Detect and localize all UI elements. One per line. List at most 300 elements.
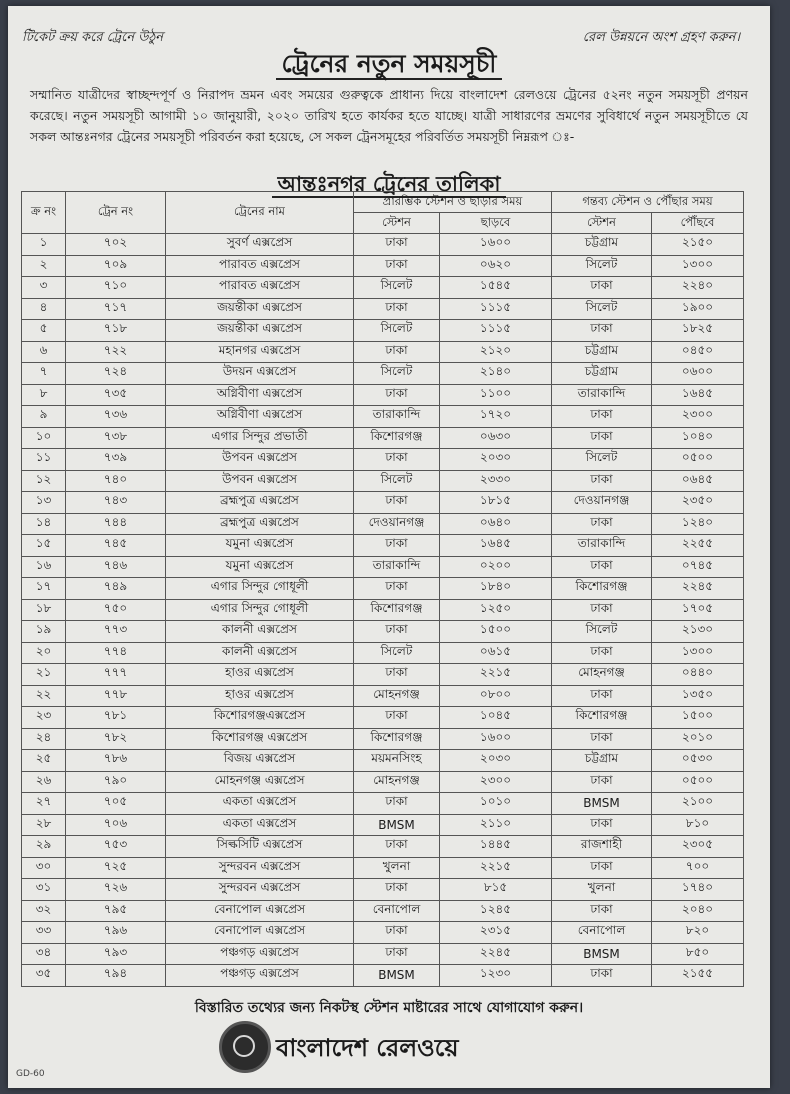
header-train-number: ট্রেন নং [66,192,166,234]
table-row [22,900,744,922]
train-number-cell: ৭৮৬ [66,750,166,772]
train-name-cell: পারাবত এক্সপ্রেস [166,255,354,277]
table-row [22,621,744,643]
table-row [22,341,744,363]
destination-station-cell: তারাকান্দি [552,535,652,557]
destination-station-cell: ঢাকা [552,814,652,836]
train-number-cell: ৭৪০ [66,470,166,492]
destination-station-cell: চট্টগ্রাম [552,234,652,256]
serial-cell: ২৯ [22,836,66,858]
arrive-time-cell: ২২৪৫ [652,578,744,600]
destination-station-cell: ঢাকা [552,900,652,922]
destination-station-cell: দেওয়ানগঞ্জ [552,492,652,514]
header-origin-station: স্টেশন [354,213,440,234]
train-name-cell: সিল্কসিটি এক্সপ্রেস [166,836,354,858]
train-number-cell: ৭৭৮ [66,685,166,707]
table-row [22,513,744,535]
serial-cell: ৩ [22,277,66,299]
arrive-time-cell: ১৩০০ [652,642,744,664]
origin-station-cell: কিশোরগঞ্জ [354,599,440,621]
depart-time-cell: ১২৩০ [440,965,552,987]
depart-time-cell: ২০৩০ [440,750,552,772]
serial-cell: ২২ [22,685,66,707]
train-name-cell: কিশোরগঞ্জএক্সপ্রেস [166,707,354,729]
origin-station-cell: দেওয়ানগঞ্জ [354,513,440,535]
train-name-cell: পঞ্চগড় এক্সপ্রেস [166,943,354,965]
table-row [22,879,744,901]
train-name-cell: এগার সিন্দুর গোধূলী [166,599,354,621]
train-name-cell: যমুনা এক্সপ্রেস [166,556,354,578]
destination-station-cell: সিলেট [552,621,652,643]
depart-time-cell: ১৬৪৫ [440,535,552,557]
destination-station-cell: ঢাকা [552,470,652,492]
origin-station-cell: ঢাকা [354,621,440,643]
origin-station-cell: ঢাকা [354,793,440,815]
serial-cell: ১৯ [22,621,66,643]
serial-cell: ১ [22,234,66,256]
depart-time-cell: ২২৪৫ [440,943,552,965]
train-number-cell: ৭৯০ [66,771,166,793]
origin-station-cell: তারাকান্দি [354,556,440,578]
arrive-time-cell: ১৩০০ [652,255,744,277]
arrive-time-cell: ১৬৪৫ [652,384,744,406]
origin-station-cell: ঢাকা [354,298,440,320]
train-name-cell: এগার সিন্দুর গোধূলী [166,578,354,600]
depart-time-cell: ২৩০০ [440,771,552,793]
train-name-cell: যমুনা এক্সপ্রেস [166,535,354,557]
destination-station-cell: ঢাকা [552,728,652,750]
contact-note: বিস্তারিত তথ্যের জন্য নিকটস্থ স্টেশন মাষ্টারের সাথে যোগাযোগ করুন। [194,1000,584,1016]
depart-time-cell: ১২৫০ [440,599,552,621]
destination-station-cell: BMSM [552,943,652,965]
arrive-time-cell: ১৫০০ [652,707,744,729]
train-number-cell: ৭৯৩ [66,943,166,965]
table-row [22,535,744,557]
origin-station-cell: ঢাকা [354,341,440,363]
serial-cell: ২০ [22,642,66,664]
serial-cell: ২ [22,255,66,277]
serial-cell: ৩৩ [22,922,66,944]
train-name-cell: মহানগর এক্সপ্রেস [166,341,354,363]
arrive-time-cell: ০৫৩০ [652,750,744,772]
train-number-cell: ৭২৫ [66,857,166,879]
origin-station-cell: ঢাকা [354,707,440,729]
train-number-cell: ৭৭৩ [66,621,166,643]
origin-station-cell: মোহনগঞ্জ [354,685,440,707]
depart-time-cell: ১২৪৫ [440,900,552,922]
origin-station-cell: সিলেট [354,277,440,299]
document-code: GD-60 [16,1069,45,1079]
train-number-cell: ৭৯৬ [66,922,166,944]
origin-station-cell: কিশোরগঞ্জ [354,728,440,750]
destination-station-cell: মোহনগঞ্জ [552,664,652,686]
depart-time-cell: ১১১৫ [440,320,552,342]
serial-cell: ৪ [22,298,66,320]
destination-station-cell: রাজশাহী [552,836,652,858]
serial-cell: ২৩ [22,707,66,729]
arrive-time-cell: ০৪৪০ [652,664,744,686]
train-number-cell: ৭০২ [66,234,166,256]
table-row [22,406,744,428]
train-number-cell: ৭৪৩ [66,492,166,514]
origin-station-cell: BMSM [354,814,440,836]
origin-station-cell: তারাকান্দি [354,406,440,428]
destination-station-cell: ঢাকা [552,427,652,449]
origin-station-cell: সিলেট [354,320,440,342]
table-row [22,384,744,406]
arrive-time-cell: ২৩০০ [652,406,744,428]
arrive-time-cell: ২১৫৫ [652,965,744,987]
arrive-time-cell: ০৭৪৫ [652,556,744,578]
depart-time-cell: ২৩১৫ [440,922,552,944]
train-number-cell: ৭১০ [66,277,166,299]
origin-station-cell: সিলেট [354,642,440,664]
serial-cell: ১৬ [22,556,66,578]
origin-station-cell: ঢাকা [354,943,440,965]
origin-station-cell: সিলেট [354,363,440,385]
depart-time-cell: ১১০০ [440,384,552,406]
destination-station-cell: ঢাকা [552,556,652,578]
arrive-time-cell: ২১৫০ [652,234,744,256]
table-row [22,642,744,664]
header-departure-group: প্রারম্ভিক স্টেশন ও ছাড়ার সময় [354,192,552,213]
train-name-cell: হাওর এক্সপ্রেস [166,664,354,686]
destination-station-cell: সিলেট [552,255,652,277]
arrive-time-cell: ১৭০৫ [652,599,744,621]
destination-station-cell: ঢাকা [552,277,652,299]
table-row [22,750,744,772]
destination-station-cell: ঢাকা [552,513,652,535]
arrive-time-cell: ০৬৪৫ [652,470,744,492]
header-serial: ক্র নং [22,192,66,234]
destination-station-cell: কিশোরগঞ্জ [552,578,652,600]
serial-cell: ৭ [22,363,66,385]
train-name-cell: বিজয় এক্সপ্রেস [166,750,354,772]
destination-station-cell: সিলেট [552,449,652,471]
table-row [22,298,744,320]
serial-cell: ৩২ [22,900,66,922]
table-row [22,556,744,578]
destination-station-cell: কিশোরগঞ্জ [552,707,652,729]
train-number-cell: ৭২৬ [66,879,166,901]
table-row [22,234,744,256]
destination-station-cell: ঢাকা [552,965,652,987]
schedule-rows [22,234,744,987]
origin-station-cell: ঢাকা [354,836,440,858]
destination-station-cell: চট্টগ্রাম [552,341,652,363]
arrive-time-cell: ২২৪০ [652,277,744,299]
table-row [22,793,744,815]
arrive-time-cell: ৮৫০ [652,943,744,965]
depart-time-cell: ১৬০০ [440,234,552,256]
train-number-cell: ৭৪৯ [66,578,166,600]
development-slogan: রেল উন্নয়নে অংশ গ্রহণ করুন। [582,30,740,45]
serial-cell: ৩৫ [22,965,66,987]
train-number-cell: ৭০৯ [66,255,166,277]
destination-station-cell: সিলেট [552,298,652,320]
table-row [22,449,744,471]
header-train-name: ট্রেনের নাম [166,192,354,234]
arrive-time-cell: ২২৫৫ [652,535,744,557]
train-number-cell: ৭৩৫ [66,384,166,406]
depart-time-cell: ১৭২০ [440,406,552,428]
table-row [22,814,744,836]
arrive-time-cell: ২৩৫০ [652,492,744,514]
table-row [22,922,744,944]
train-number-cell: ৭৪৬ [66,556,166,578]
destination-station-cell: ঢাকা [552,771,652,793]
depart-time-cell: ২২১৫ [440,664,552,686]
train-number-cell: ৭০৬ [66,814,166,836]
train-number-cell: ৭৩৯ [66,449,166,471]
train-number-cell: ৭৩৬ [66,406,166,428]
depart-time-cell: ২০৩০ [440,449,552,471]
serial-cell: ৫ [22,320,66,342]
train-name-cell: জয়ন্তীকা এক্সপ্রেস [166,320,354,342]
serial-cell: ২৬ [22,771,66,793]
train-number-cell: ৭৫৩ [66,836,166,858]
train-name-cell: বেনাপোল এক্সপ্রেস [166,922,354,944]
header-arrive-time: পৌঁছবে [652,213,744,234]
serial-cell: ১৮ [22,599,66,621]
destination-station-cell: ঢাকা [552,857,652,879]
origin-station-cell: খুলনা [354,857,440,879]
train-name-cell: উপবন এক্সপ্রেস [166,449,354,471]
origin-station-cell: ঢাকা [354,449,440,471]
train-number-cell: ৭৯৪ [66,965,166,987]
arrive-time-cell: ৭০০ [652,857,744,879]
serial-cell: ৩০ [22,857,66,879]
depart-time-cell: ১৮১৫ [440,492,552,514]
origin-station-cell: ঢাকা [354,664,440,686]
depart-time-cell: ০৬৪০ [440,513,552,535]
arrive-time-cell: ৮১০ [652,814,744,836]
origin-station-cell: ঢাকা [354,922,440,944]
arrive-time-cell: ২০৪০ [652,900,744,922]
origin-station-cell: BMSM [354,965,440,987]
table-row [22,277,744,299]
table-row [22,728,744,750]
table-row [22,857,744,879]
arrive-time-cell: ২০১০ [652,728,744,750]
destination-station-cell: ঢাকা [552,599,652,621]
table-row [22,771,744,793]
train-name-cell: অগ্নিবীণা এক্সপ্রেস [166,384,354,406]
train-number-cell: ৭২৪ [66,363,166,385]
serial-cell: ১৪ [22,513,66,535]
depart-time-cell: ০৬১৫ [440,642,552,664]
depart-time-cell: ১৬০০ [440,728,552,750]
train-schedule-table [21,191,744,987]
train-name-cell: পারাবত এক্সপ্রেস [166,277,354,299]
train-name-cell: ব্রহ্মপুত্র এক্সপ্রেস [166,513,354,535]
table-row [22,943,744,965]
table-title-text: আন্তঃনগর ট্রেনের তালিকা [272,172,507,198]
destination-station-cell: ঢাকা [552,406,652,428]
depart-time-cell: ১০৪৫ [440,707,552,729]
arrive-time-cell: ০৬০০ [652,363,744,385]
serial-cell: ১৭ [22,578,66,600]
depart-time-cell: ১৮৪০ [440,578,552,600]
train-number-cell: ৭১৭ [66,298,166,320]
depart-time-cell: ১০১০ [440,793,552,815]
table-row [22,470,744,492]
origin-station-cell: ঢাকা [354,384,440,406]
page-title [8,44,770,87]
arrive-time-cell: ১৮২৫ [652,320,744,342]
train-number-cell: ৭৩৮ [66,427,166,449]
train-name-cell: একতা এক্সপ্রেস [166,814,354,836]
train-name-cell: মোহনগঞ্জ এক্সপ্রেস [166,771,354,793]
arrive-time-cell: ১২৪০ [652,513,744,535]
train-name-cell: উপবন এক্সপ্রেস [166,470,354,492]
train-name-cell: হাওর এক্সপ্রেস [166,685,354,707]
depart-time-cell: ০৬৩০ [440,427,552,449]
origin-station-cell: ঢাকা [354,578,440,600]
table-row [22,664,744,686]
arrive-time-cell: ১৭৪০ [652,879,744,901]
depart-time-cell: ২১১০ [440,814,552,836]
train-name-cell: একতা এক্সপ্রেস [166,793,354,815]
train-number-cell: ৭৫০ [66,599,166,621]
train-name-cell: সুন্দরবন এক্সপ্রেস [166,879,354,901]
intro-paragraph: সম্মানিত যাত্রীদের স্বাচ্ছন্দপূর্ণ ও নিরাপদ ভ্রমন এবং সময়ের গুরুত্বকে প্রাধান্য দিয়ে বাংলাদেশ রেলওয়ে ট্রেনের ৫২নং নতুন সময়সূচী প্রণয়ন করেছে। নতুন সময়সূচী আগামী ১০ জানুয়ারী, ২০২০ তারিখ হতে কার্যকর হতে যাচ্ছে। যাত্রী সাধারণের ভ্রমণের সুবিধার্থে নতুন সময়সূচীতে যে সকল আন্তঃনগর ট্রেনের সময়সূচী পরিবর্তন করা হয়েছে, সে সকল ট্রেনসমূহের পরিবর্তিত সময়সূচী নিম্নরূপ ঃ- [30,87,748,144]
depart-time-cell: ২১২০ [440,341,552,363]
table-row [22,492,744,514]
serial-cell: ১২ [22,470,66,492]
table-row [22,836,744,858]
table-row [22,685,744,707]
arrive-time-cell: ৮২০ [652,922,744,944]
train-number-cell: ৭১৮ [66,320,166,342]
serial-cell: ৯ [22,406,66,428]
origin-station-cell: ঢাকা [354,492,440,514]
train-name-cell: ব্রহ্মপুত্র এক্সপ্রেস [166,492,354,514]
train-number-cell: ৭৪৫ [66,535,166,557]
destination-station-cell: চট্টগ্রাম [552,750,652,772]
destination-station-cell: ঢাকা [552,685,652,707]
train-name-cell: কিশোরগঞ্জ এক্সপ্রেস [166,728,354,750]
table-row [22,363,744,385]
train-name-cell: এগার সিন্দুর প্রভাতী [166,427,354,449]
arrive-time-cell: ১০৪০ [652,427,744,449]
origin-station-cell: ময়মনসিংহ [354,750,440,772]
depart-time-cell: ০২০০ [440,556,552,578]
arrive-time-cell: ০৪৫০ [652,341,744,363]
arrive-time-cell: ১৩৫০ [652,685,744,707]
origin-station-cell: ঢাকা [354,535,440,557]
table-row [22,578,744,600]
arrive-time-cell: ২৩০৫ [652,836,744,858]
table-row [22,599,744,621]
arrive-time-cell: ২১০০ [652,793,744,815]
depart-time-cell: ২১৪০ [440,363,552,385]
table-row [22,707,744,729]
arrive-time-cell: ০৫০০ [652,771,744,793]
serial-cell: ১৫ [22,535,66,557]
origin-station-cell: ঢাকা [354,255,440,277]
serial-cell: ৬ [22,341,66,363]
table-row [22,255,744,277]
table-row [22,320,744,342]
depart-time-cell: ১৪৪৫ [440,836,552,858]
train-name-cell: কালনী এক্সপ্রেস [166,621,354,643]
origin-station-cell: বেনাপোল [354,900,440,922]
train-number-cell: ৭৮১ [66,707,166,729]
arrive-time-cell: ০৫০০ [652,449,744,471]
arrive-time-cell: ২১৩০ [652,621,744,643]
train-number-cell: ৭৯৫ [66,900,166,922]
arrive-time-cell: ১৯০০ [652,298,744,320]
depart-time-cell: ০৮০০ [440,685,552,707]
train-name-cell: জয়ন্তীকা এক্সপ্রেস [166,298,354,320]
train-number-cell: ৭০৫ [66,793,166,815]
depart-time-cell: ১১১৫ [440,298,552,320]
table-row [22,427,744,449]
depart-time-cell: ৮১৫ [440,879,552,901]
train-name-cell: অগ্নিবীণা এক্সপ্রেস [166,406,354,428]
railway-seal-icon [219,1021,271,1073]
header-depart-time: ছাড়বে [440,213,552,234]
serial-cell: ৩৪ [22,943,66,965]
header-arrival-group: গন্তব্য স্টেশন ও পৌঁছার সময় [552,192,744,213]
destination-station-cell: খুলনা [552,879,652,901]
serial-cell: ৩১ [22,879,66,901]
origin-station-cell: সিলেট [354,470,440,492]
origin-station-cell: ঢাকা [354,234,440,256]
page-title-text: ট্রেনের নতুন সময়সূচী [276,49,503,80]
train-number-cell: ৭৪৪ [66,513,166,535]
train-number-cell: ৭২২ [66,341,166,363]
train-number-cell: ৭৮২ [66,728,166,750]
depart-time-cell: ১৫৪৫ [440,277,552,299]
ticket-slogan: টিকেট ক্রয় করে ট্রেনে উঠুন [22,30,164,45]
destination-station-cell: বেনাপোল [552,922,652,944]
origin-station-cell: মোহনগঞ্জ [354,771,440,793]
train-name-cell: বেনাপোল এক্সপ্রেস [166,900,354,922]
depart-time-cell: ২৩৩০ [440,470,552,492]
train-name-cell: উদয়ন এক্সপ্রেস [166,363,354,385]
destination-station-cell: ঢাকা [552,320,652,342]
destination-station-cell: তারাকান্দি [552,384,652,406]
header-destination-station: স্টেশন [552,213,652,234]
serial-cell: ২৪ [22,728,66,750]
origin-station-cell: ঢাকা [354,879,440,901]
serial-cell: ২১ [22,664,66,686]
serial-cell: ৮ [22,384,66,406]
train-number-cell: ৭৭৭ [66,664,166,686]
train-name-cell: সুবর্ণ এক্সপ্রেস [166,234,354,256]
serial-cell: ১১ [22,449,66,471]
depart-time-cell: ১৫০০ [440,621,552,643]
destination-station-cell: চট্টগ্রাম [552,363,652,385]
table-row [22,965,744,987]
depart-time-cell: ০৬২০ [440,255,552,277]
serial-cell: ১৩ [22,492,66,514]
serial-cell: ২৫ [22,750,66,772]
train-name-cell: পঞ্চগড় এক্সপ্রেস [166,965,354,987]
depart-time-cell: ২২১৫ [440,857,552,879]
destination-station-cell: BMSM [552,793,652,815]
train-name-cell: কালনী এক্সপ্রেস [166,642,354,664]
serial-cell: ২৮ [22,814,66,836]
serial-cell: ১০ [22,427,66,449]
organization-name: বাংলাদেশ রেলওয়ে [276,1034,459,1062]
destination-station-cell: ঢাকা [552,642,652,664]
train-name-cell: সুন্দরবন এক্সপ্রেস [166,857,354,879]
serial-cell: ২৭ [22,793,66,815]
train-number-cell: ৭৭৪ [66,642,166,664]
